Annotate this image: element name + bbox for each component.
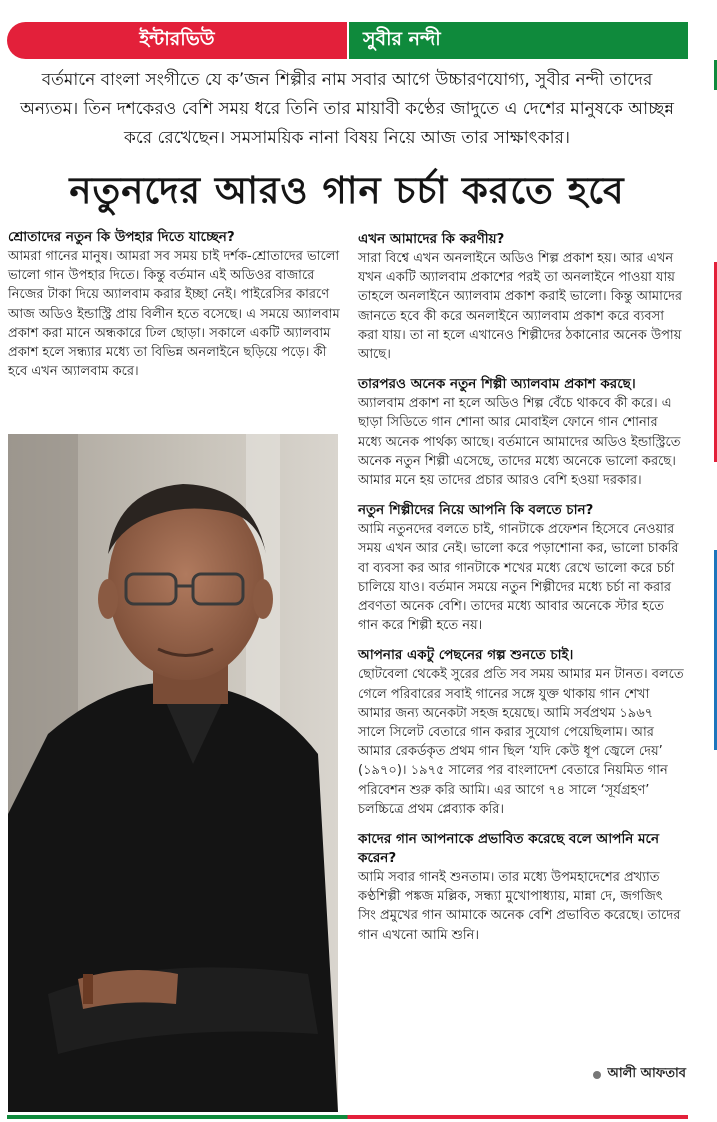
question: এখন আমাদের কি করণীয়? xyxy=(358,231,505,247)
byline xyxy=(593,1064,686,1085)
section-header xyxy=(7,22,688,59)
answer: ছোটবেলা থেকেই সুরের প্রতি সব সময় আমার মন টানত। বলতে গেলে পরিবারের সবাই গানের সঙ্গে যুক্ত থাকায় গান শেখা আমার জন্য অনেকটা সহজ হয়েছে। আমি সর্বপ্রথম ১৯৬৭ সালে সিলেট বেতারে গান করার সুযোগ পেয়েছিলাম। আর আমার রেকর্ডকৃত প্রথম গান ছিল ‘যদি কেউ ধূপ জ্বেলে দেয়’ (১৯৭০)। ১৯৭৫ সালের পর বাংলাদেশ বেতারে নিয়মিত গান পরিবেশন শুরু করি আমি। এর আগে ৭৪ সালে ‘সূর্যগ্রহণ’ চলচ্চিত্রে প্রথম প্লেব্যাক করি। xyxy=(358,667,684,817)
answer: আমি নতুনদের বলতে চাই, গানটাকে প্রফেশন হিসেবে নেওয়ার সময় এখন আর নেই। ভালো করে পড়াশোনা কর, ভালো চাকরি বা ব্যবসা কর আর গানটাকে শখের মধ্যে রেখে ভালো করে চর্চা চালিয়ে যাও। বর্তমান সময়ে নতুন শিল্পীদের মধ্যে চর্চা না করার প্রবণতা অনেক বেশি। তাদের মধ্যে আবার অনেকে স্টার হতে গান করে শিল্পী হতে নয়। xyxy=(358,522,679,634)
left-column xyxy=(8,228,340,391)
right-column xyxy=(358,230,684,956)
answer: আমি সবার গানই শুনতাম। তার মধ্যে উপমহাদেশের প্রখ্যাত কণ্ঠশিল্পী পঙ্কজ মল্লিক, সন্ধ্যা মুখোপাধ্যায়, মান্না দে, জগজিৎ সিং প্রমুখের গান আমাকে অনেক বেশি প্রভাবিত করেছে। তাদের গান এখনো আমি শুনি। xyxy=(358,870,681,943)
headline: নতুনদের আরও গান চর্চা করতে হবে xyxy=(69,169,625,212)
intro-paragraph: বর্তমানে বাংলা সংগীতে যে ক’জন শিল্পীর নাম সবার আগে উচ্চারণযোগ্য, সুবীর নন্দী তাদের অন্যতম। তিন দশকেরও বেশি সময় ধরে তিনি তার মায়াবী কণ্ঠের জাদুতে এ দেশের মানুষকে আচ্ছন্ন করে রেখেছেন। সমসাময়িক নানা বিষয় নিয়ে আজ তার সাক্ষাৎকার। xyxy=(20,70,674,148)
answer: আমরা গানের মানুষ। আমরা সব সময় চাই দর্শক-শ্রোতাদের ভালো ভালো গান উপহার দিতে। কিন্তু বর্তমান এই অডিওর বাজারে নিজের টাকা দিয়ে অ্যালবাম করার ইচ্ছা নেই। পাইরেসির কারণে আজ অডিও ইন্ডাস্ট্রি প্রায় বিলীন হতে বসেছে। এ সময়ে অ্যালবাম প্রকাশ করা মানে অন্ধকারে ঢিল ছোড়া। সকালে একটি অ্যালবাম প্রকাশ হলে সন্ধ্যার মধ্যে তা বিভিন্ন অনলাইনে ছড়িয়ে পড়ে। কী হবে এখন অ্যালবাম করে। xyxy=(8,249,340,380)
answer: সারা বিশ্বে এখন অনলাইনে অডিও শিল্প প্রকাশ হয়। আর এখন যখন একটি অ্যালবাম প্রকাশের পরই তা অনলাইনে পাওয়া যায় তাহলে অনলাইনে অ্যালবাম প্রকাশ করাই ভালো। কিন্তু আমাদের জানতে হবে কী করে অনলাইনে অ্যালবাম প্রকাশ করে ব্যবসা করা যায়। তা না হলে এখানেও শিল্পীদের ঠকানোর অনেক উপায় আছে। xyxy=(358,251,683,363)
question: কাদের গান আপনাকে প্রভাবিত করেছে বলে আপনি মনে করেন? xyxy=(358,831,660,867)
byline-author: আলী আফতাব xyxy=(607,1066,686,1081)
section-label: ইন্টারভিউ xyxy=(7,22,347,59)
answer: অ্যালবাম প্রকাশ না হলে অডিও শিল্প বেঁচে থাকবে কী করে। এ ছাড়া সিডিতে গান শোনা আর মোবাইল ফোনে গান শোনার মধ্যে অনেক পার্থক্য আছে। বর্তমানে আমাদের অডিও ইন্ডাস্ট্রিতে অনেক নতুন শিল্পী এসেছে, তাদের মধ্যে অনেকে ভালো করছে। আমার মনে হয় তাদের প্রচার আরও বেশি হওয়া দরকার। xyxy=(358,396,681,489)
portrait-illustration xyxy=(8,434,338,1112)
artist-name-tag: সুবীর নন্দী xyxy=(349,22,688,59)
portrait-photo xyxy=(8,434,338,1112)
question: আপনার একটু পেছনের গল্প শুনতে চাই। xyxy=(358,647,574,664)
question: তারপরও অনেক নতুন শিল্পী অ্যালবাম প্রকাশ করছে। xyxy=(358,376,636,393)
bullet-dot-icon xyxy=(593,1071,601,1079)
footer-rule xyxy=(7,1115,688,1119)
question: নতুন শিল্পীদের নিয়ে আপনি কি বলতে চান? xyxy=(358,502,594,519)
question: শ্রোতাদের নতুন কি উপহার দিতে যাচ্ছেন? xyxy=(8,229,235,245)
